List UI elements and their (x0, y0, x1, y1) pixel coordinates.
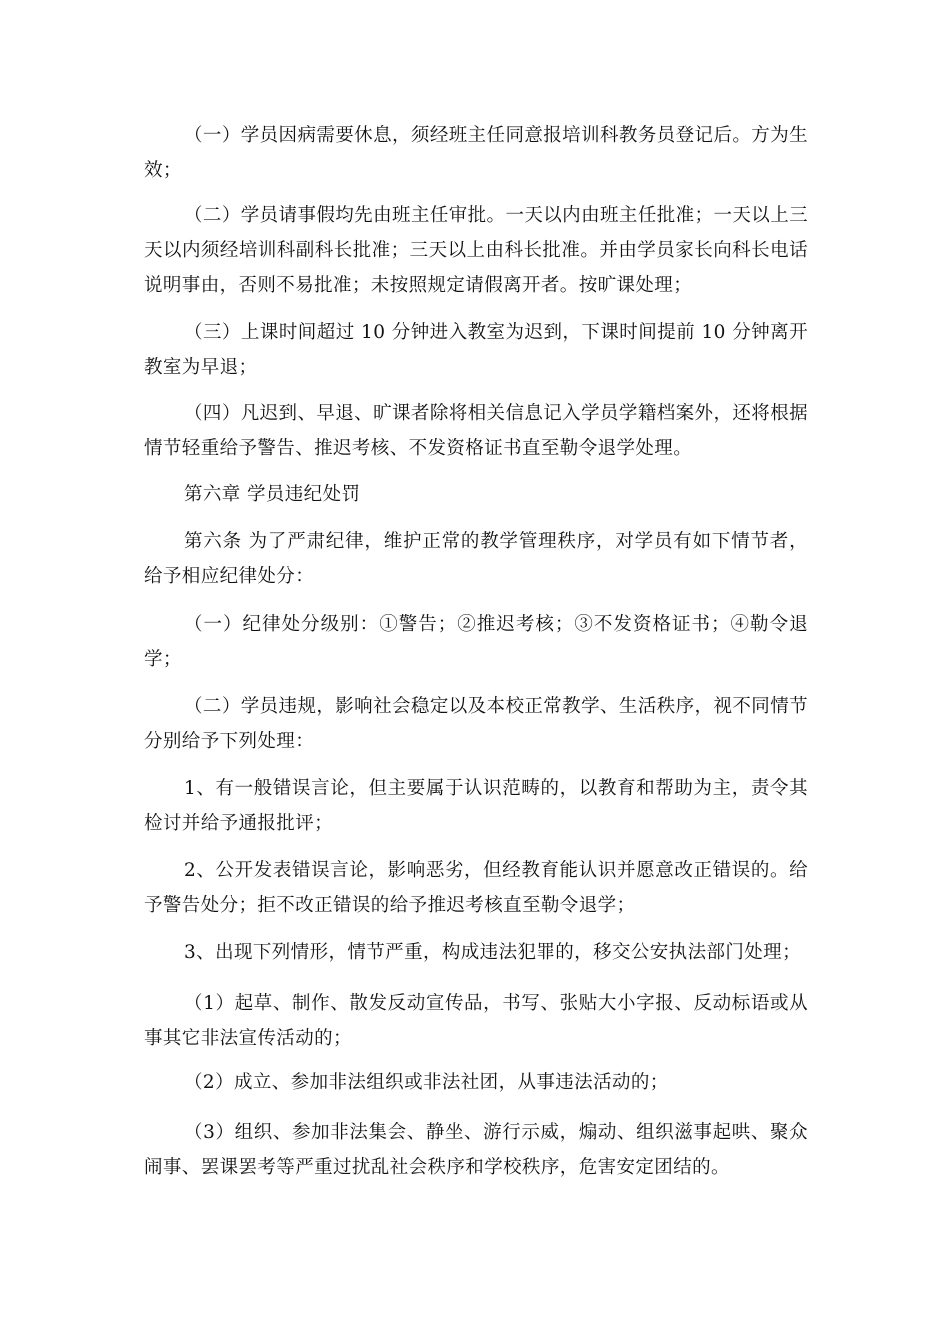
paragraph-subitem-1: （1）起草、制作、散发反动宣传品，书写、张贴大小字报、反动标语或从事其它非法宣传活动的； (144, 993, 808, 1049)
paragraph-violations-intro: （二）学员违规，影响社会稳定以及本校正常教学、生活秩序，视不同情节分别给予下列处理： (144, 696, 808, 752)
paragraph-late-early: （三）上课时间超过 10 分钟进入教室为迟到，下课时间提前 10 分钟离开教室为早退； (144, 322, 808, 378)
paragraph-sick-leave: （一）学员因病需要休息，须经班主任同意报培训科教务员登记后。方为生效； (144, 125, 808, 181)
paragraph-absence-penalty: （四）凡迟到、早退、旷课者除将相关信息记入学员学籍档案外，还将根据情节轻重给予警告、推迟考核、不发资格证书直至勒令退学处理。 (144, 403, 808, 459)
paragraph-article-six: 第六条 为了严肃纪律，维护正常的教学管理秩序，对学员有如下情节者，给予相应纪律处分： (144, 531, 808, 587)
chapter-heading: 第六章 学员违纪处罚 (184, 484, 361, 505)
paragraph-discipline-levels: （一）纪律处分级别：①警告；②推迟考核；③不发资格证书；④勒令退学； (144, 614, 808, 670)
paragraph-item-3: 3、出现下列情形，情节严重，构成违法犯罪的，移交公安执法部门处理； (184, 942, 801, 963)
paragraph-item-2: 2、公开发表错误言论，影响恶劣，但经教育能认识并愿意改正错误的。给予警告处分；拒不改正错误的给予推迟考核直至勒令退学； (144, 860, 808, 916)
paragraph-personal-leave: （二）学员请事假均先由班主任审批。一天以内由班主任批准；一天以上三天以内须经培训科副科长批准；三天以上由科长批准。并由学员家长向科长电话说明事由，否则不易批准；未按照规定请假离开者。按旷课处理； (144, 205, 808, 296)
paragraph-subitem-2: （2）成立、参加非法组织或非法社团，从事违法活动的； (184, 1072, 669, 1093)
paragraph-item-1: 1、有一般错误言论，但主要属于认识范畴的，以教育和帮助为主，责令其检讨并给予通报批评； (144, 778, 808, 834)
paragraph-subitem-3: （3）组织、参加非法集会、静坐、游行示威，煽动、组织滋事起哄、聚众闹事、罢课罢考等严重过扰乱社会秩序和学校秩序，危害安定团结的。 (144, 1122, 808, 1178)
